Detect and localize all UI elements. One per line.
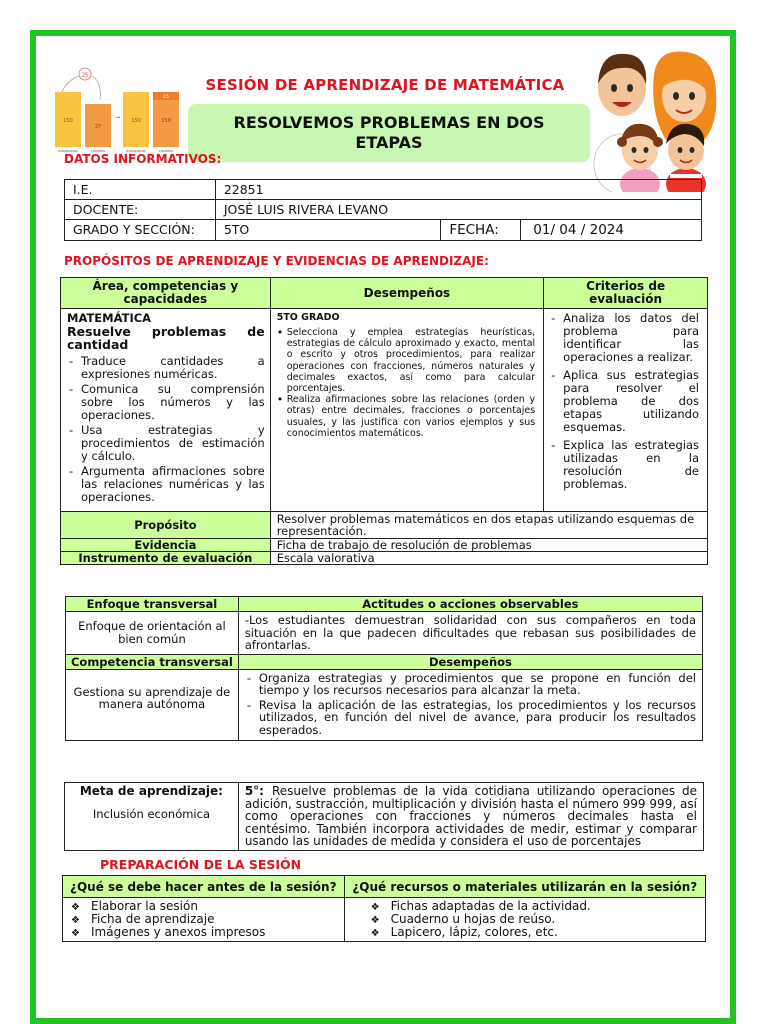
col-enfoque: Enfoque transversal bbox=[66, 597, 239, 612]
illustration-caption: claveles bbox=[158, 149, 174, 153]
enfoque-name: Enfoque de orientación al bien común bbox=[66, 612, 239, 655]
list-item: - Aplica sus estrategias para resolver el problema de dos etapas utilizando esquemas. bbox=[549, 369, 699, 434]
desempenos-transversal-list bbox=[245, 672, 696, 737]
col-antes: ¿Qué se debe hacer antes de la sesión? bbox=[63, 876, 345, 898]
col-area: Área, competencias y capacidades bbox=[61, 278, 271, 309]
illustration-caption: mangueras bbox=[126, 149, 146, 153]
actitud-text: -Los estudiantes demuestran solidaridad con sus compañeros en toda situación en la que padecen dificultades que rebasan sus posibilidades de afrontarlas. bbox=[238, 612, 702, 655]
list-item: - Analiza los datos del problema para identificar las operaciones a realizar. bbox=[549, 312, 699, 364]
propositos-heading: PROPÓSITOS DE APRENDIZAJE Y EVIDENCIAS DE APRENDIZAJE: bbox=[64, 254, 489, 268]
instrumento-value: Escala valorativa bbox=[270, 552, 707, 565]
fecha-value: 01/ 04 / 2024 bbox=[521, 220, 702, 241]
list-item: ❖ Cuaderno u hojas de reúso. bbox=[369, 913, 699, 926]
illustration-label: 150 bbox=[131, 118, 141, 124]
list-item: ❖ Fichas adaptadas de la actividad. bbox=[369, 900, 699, 913]
proposito-label: Propósito bbox=[61, 512, 271, 539]
list-item: - Traduce cantidades a expresiones numéricas. bbox=[67, 355, 265, 381]
grado-label: GRADO Y SECCIÓN: bbox=[65, 220, 216, 241]
evidencia-value: Ficha de trabajo de resolución de problemas bbox=[270, 539, 707, 552]
meta-text: Resuelve problemas de la vida cotidiana utilizando operaciones de adición, sustracción, multiplicación y división hasta el número 999 999, así como operaciones con fracciones y números decimales hasta el centésimo. También incorpora actividades de medir, estimar y comparar usando las unidades de medida y considera el uso de porcentajes bbox=[244, 784, 697, 849]
bar-diagram-illustration bbox=[52, 64, 182, 154]
antes-list bbox=[69, 900, 338, 939]
list-item: - Comunica su comprensión sobre los números y las operaciones. bbox=[67, 383, 265, 422]
list-item: • Realiza afirmaciones sobre las relaciones (orden y otras) entre decimales, fracciones o porcentajes usuales, y las justifica con varios ejemplos y sus conocimientos matemáticos. bbox=[277, 394, 535, 439]
list-item: - Argumenta afirmaciones sobre las relaciones numéricas y las operaciones. bbox=[67, 465, 265, 504]
col-recursos: ¿Qué recursos o materiales utilizarán en la sesión? bbox=[344, 876, 705, 898]
area-name: MATEMÁTICA bbox=[67, 311, 152, 325]
session-title: SESIÓN DE APRENDIZAJE DE MATEMÁTICA bbox=[205, 76, 565, 94]
meta-table bbox=[64, 782, 704, 851]
preparacion-heading: PREPARACIÓN DE LA SESIÓN bbox=[100, 857, 302, 872]
list-item: ❖ Elaborar la sesión bbox=[69, 900, 338, 913]
competencia-transversal-name: Gestiona su aprendizaje de manera autónoma bbox=[66, 669, 239, 741]
grado-label: 5TO GRADO bbox=[276, 312, 340, 323]
recursos-list bbox=[351, 900, 699, 939]
datos-table bbox=[64, 179, 702, 241]
col-criterios: Criterios de evaluación bbox=[544, 278, 708, 309]
col-desempenos: Desempeños bbox=[270, 278, 543, 309]
list-item: - Revisa la aplicación de las estrategias, los procedimientos y los recursos utilizados, en función del nivel de avance, para producir los resultados esperados. bbox=[245, 699, 696, 737]
datos-heading: DATOS INFORMATIVOS: bbox=[64, 152, 222, 166]
col-desempenos-transversal: Desempeños bbox=[238, 654, 702, 669]
capacidades-list bbox=[67, 355, 265, 504]
illustration-label: 25 bbox=[81, 72, 89, 79]
grado-value: 5TO bbox=[215, 220, 441, 241]
proposito-value: Resolver problemas matemáticos en dos etapas utilizando esquemas de representación. bbox=[270, 512, 707, 539]
desempenos-list bbox=[277, 327, 535, 439]
list-item: • Selecciona y emplea estrategias heurísticas, estrategias de cálculo aproximado y exacto, mental o escrito y otros procedimientos, para realizar operaciones con fracciones, números naturales y decimales exactos, así como para calcular porcentajes. bbox=[277, 327, 535, 394]
col-competencia: Competencia transversal bbox=[66, 654, 239, 669]
illustration-label: 150 bbox=[63, 118, 73, 124]
list-item: - Explica las estrategias utilizadas en la resolución de problemas. bbox=[549, 439, 699, 491]
illustration-label: 150 bbox=[161, 118, 171, 124]
illustration-label: 27 bbox=[94, 124, 102, 130]
meta-grade: 5°: bbox=[244, 784, 264, 798]
list-item: ❖ Imágenes y anexos impresos bbox=[69, 926, 338, 939]
meta-label: Meta de aprendizaje: bbox=[79, 784, 223, 798]
illustration-caption: claveles bbox=[90, 149, 106, 153]
illustration-caption: mangueras bbox=[58, 149, 78, 153]
list-item: ❖ Ficha de aprendizaje bbox=[69, 913, 338, 926]
list-item: - Usa estrategias y procedimientos de estimación y cálculo. bbox=[67, 424, 265, 463]
list-item: - Organiza estrategias y procedimientos que se propone en función del tiempo y los recursos necesarios para alcanzar la meta. bbox=[245, 672, 696, 697]
meta-sub: Inclusión económica bbox=[92, 806, 210, 821]
propositos-table bbox=[60, 277, 708, 565]
criterios-list bbox=[549, 312, 699, 491]
main-title: RESOLVEMOS PROBLEMAS EN DOS ETAPAS bbox=[188, 104, 590, 162]
list-item: ❖ Lapicero, lápiz, colores, etc. bbox=[369, 926, 699, 939]
instrumento-label: Instrumento de evaluación bbox=[61, 552, 271, 565]
fecha-label: FECHA: bbox=[441, 220, 521, 241]
competencia-name: Resuelve problemas de cantidad bbox=[67, 324, 265, 352]
col-actitudes: Actitudes o acciones observables bbox=[238, 597, 702, 612]
family-clipart-icon bbox=[592, 44, 724, 192]
docente-value: JOSÉ LUIS RIVERA LEVANO bbox=[215, 200, 701, 220]
evidencia-label: Evidencia bbox=[61, 539, 271, 552]
ie-label: I.E. bbox=[65, 180, 216, 200]
enfoque-table bbox=[65, 596, 703, 741]
preparacion-table bbox=[62, 875, 706, 942]
ie-value: 22851 bbox=[215, 180, 701, 200]
docente-label: DOCENTE: bbox=[65, 200, 216, 220]
svg-text:→: → bbox=[115, 114, 121, 121]
illustration-label: 15 bbox=[163, 95, 169, 100]
